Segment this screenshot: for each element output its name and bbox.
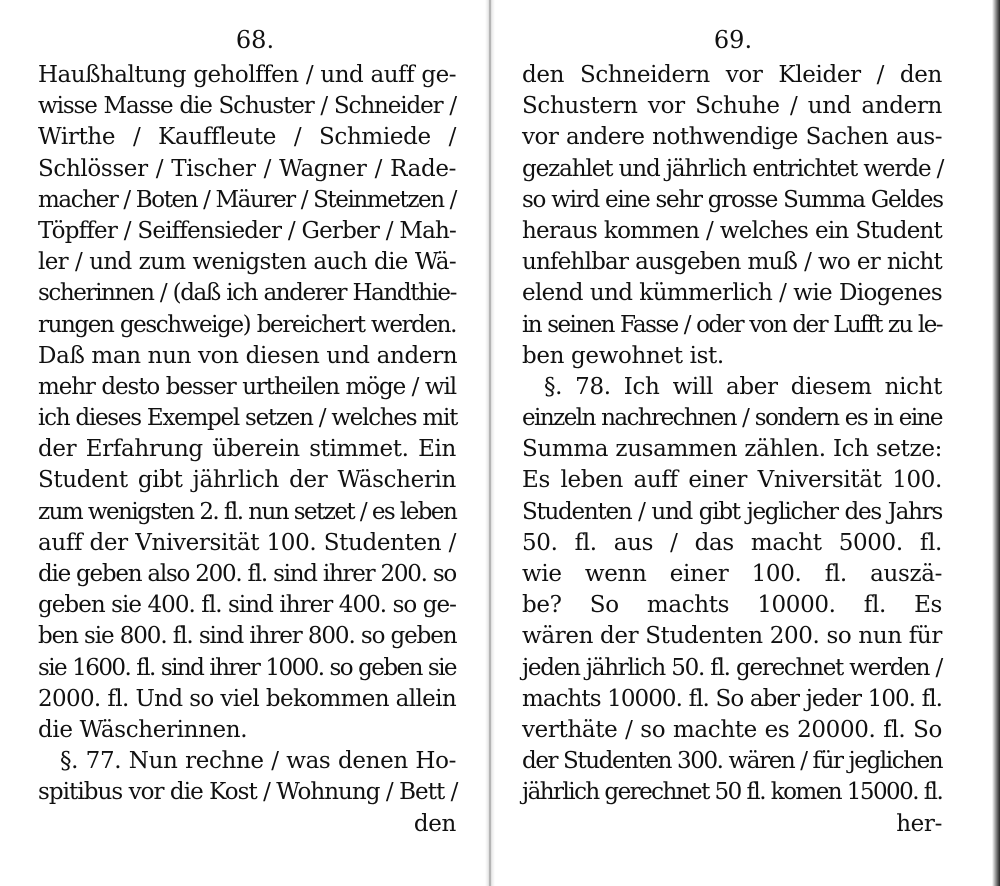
text-line: Schustern vor Schuhe / und andern [522, 93, 942, 120]
text-line: unfehlbar ausgeben muß / wo er nicht [522, 249, 942, 276]
text-line: Es leben auff einer Vniversität 100. [522, 467, 942, 494]
text-line: ben sie 800. fl. sind ihrer 800. so geben [38, 623, 457, 650]
text-line: wisse Masse die Schuster / Schneider / [38, 93, 456, 120]
text-line: ben gewohnet ist. [522, 342, 724, 369]
text-line: sie 1600. fl. sind ihrer 1000. so geben sie [38, 654, 456, 681]
section-heading-line: §. 78. Ich will aber diesem nicht [544, 373, 942, 400]
text-line: heraus kommen / welches ein Student [522, 217, 942, 244]
text-line: einzeln nachrechnen / sondern es in eine [522, 405, 942, 432]
text-line: so wird eine sehr grosse Summa Geldes [522, 186, 943, 213]
text-line: gezahlet und jährlich entrichtet werde / [522, 155, 944, 182]
text-line: der Studenten 300. wären / für jeglichen [522, 748, 943, 775]
text-line: wären der Studenten 200. so nun für [522, 623, 943, 650]
text-line: geben sie 400. fl. sind ihrer 400. so ge- [38, 592, 456, 619]
text-line: die geben also 200. fl. sind ihrer 200. so [38, 561, 456, 587]
text-line: Studenten / und gibt jeglicher des Jahrs [522, 498, 942, 525]
text-line: vor andere nothwendige Sachen aus- [522, 124, 942, 151]
page-number: 68. [235, 26, 275, 54]
text-line: Haußhaltung geholffen / und auff ge- [38, 62, 456, 88]
text-line: Schlösser / Tischer / Wagner / Rade- [38, 155, 456, 182]
text-line: auff der Vniversität 100. Studenten / [38, 529, 456, 556]
page-edge-shadow [992, 0, 1000, 886]
text-line: 50. fl. aus / das macht 5000. fl. [522, 529, 942, 556]
text-line: be? So machts 10000. fl. Es [522, 592, 942, 619]
text-line: die Wäscherinnen. [38, 716, 248, 743]
text-line: verthäte / so machte es 20000. fl. So [522, 716, 942, 743]
catchword: her- [896, 810, 942, 837]
text-line: jährlich gerechnet 50 fl. komen 15000. fl. [522, 779, 943, 806]
text-line: mehr desto besser urtheilen möge / wil [38, 373, 456, 400]
text-line: Student gibt jährlich der Wäscherin [38, 467, 456, 494]
text-line: rungen geschweige) bereichert werden. [38, 311, 456, 338]
text-line: jeden jährlich 50. fl. gerechnet werden / [522, 654, 942, 681]
text-line: Daß man nun von diesen und andern [38, 342, 458, 369]
text-line: macher / Boten / Mäurer / Steinmetzen / [38, 186, 456, 213]
section-heading-line: §. 77. Nun rechne / was denen Ho- [60, 748, 456, 775]
left-page [0, 0, 485, 886]
text-block [38, 60, 456, 840]
right-page [495, 0, 1000, 886]
text-line: ich dieses Exempel setzen / welches mit [38, 405, 458, 432]
text-line: scherinnen / (daß ich anderer Handthie- [38, 280, 456, 307]
text-block [522, 60, 942, 840]
text-line: Töpffer / Seiffensieder / Gerber / Mah- [38, 217, 456, 244]
text-line: spitibus vor die Kost / Wohnung / Bett / [38, 779, 458, 806]
text-line: wie wenn einer 100. fl. auszä- [522, 561, 942, 587]
catchword: den [413, 810, 456, 837]
book-gutter [485, 0, 495, 886]
text-line: zum wenigsten 2. fl. nun setzet / es leben [38, 498, 457, 525]
text-line: Wirthe / Kauffleute / Schmiede / [38, 124, 456, 151]
page-number: 69. [713, 26, 753, 54]
text-line: Summa zusammen zählen. Ich setze: [522, 436, 942, 463]
text-line: den Schneidern vor Kleider / den [522, 62, 942, 88]
text-line: elend und kümmerlich / wie Diogenes [522, 280, 942, 307]
text-line: ler / und zum wenigsten auch die Wä- [38, 249, 456, 276]
text-line: in seinen Fasse / oder von der Lufft zu le- [522, 311, 942, 338]
text-line: 2000. fl. Und so viel bekommen allein [38, 685, 456, 712]
text-line: machts 10000. fl. So aber jeder 100. fl. [522, 685, 942, 712]
text-line: der Erfahrung überein stimmet. Ein [38, 436, 456, 463]
